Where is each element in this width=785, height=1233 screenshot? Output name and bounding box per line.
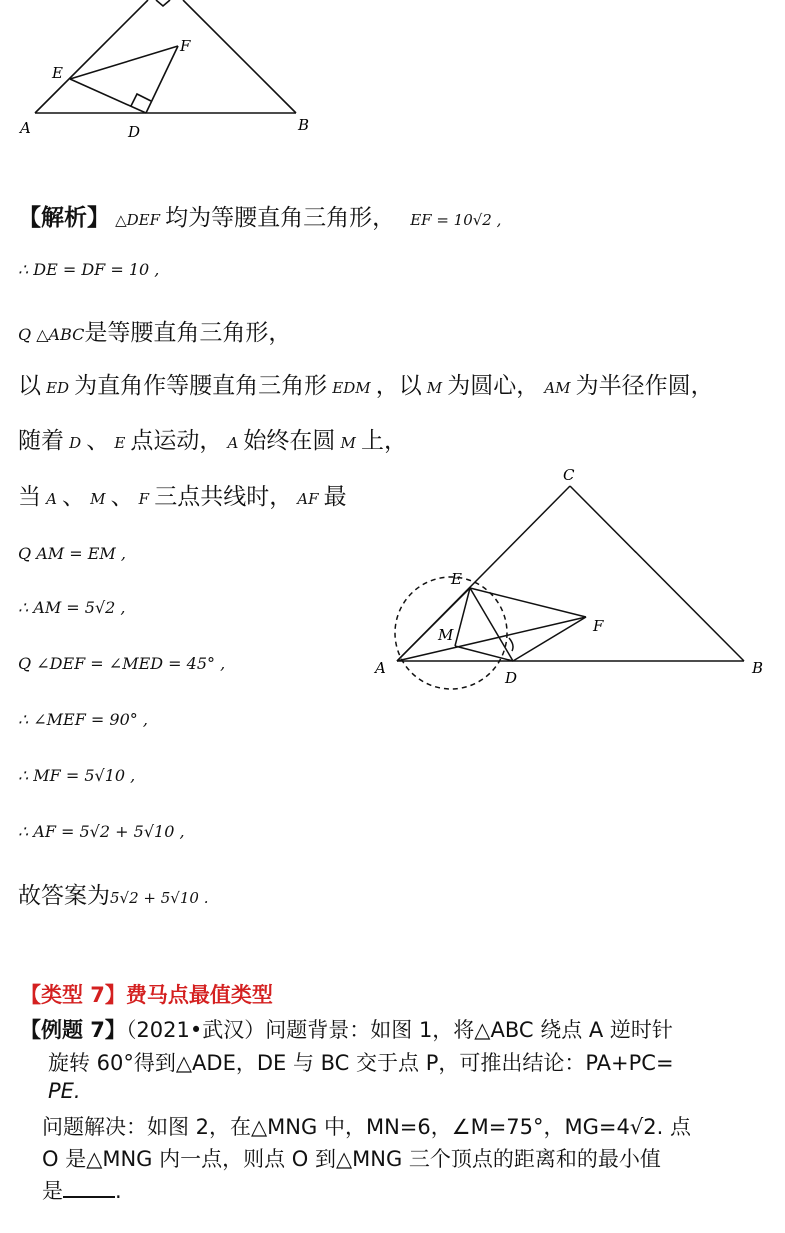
math: AM [544,379,571,397]
text: 上， [360,428,407,454]
text: 均为等腰直角三角形， [165,205,396,231]
fig1-right-angle-d [131,94,151,106]
fig2-segment-df [513,617,586,661]
fig1-label-b: B [298,116,310,134]
example-line-2: 旋转 60°得到△ADE，DE 与 BC 交于点 P，可推出结论：PA+PC= [48,1051,674,1075]
solution-line-11: ∴ MF = 5√10 , [18,766,136,785]
example-text-end: . [115,1179,122,1203]
math: M [426,379,443,397]
solution-heading: 【解析】 [18,205,110,231]
fig1-segment-df [146,46,178,113]
text: 始终在圆 [243,428,336,454]
solution-line-4 [18,367,714,400]
fig2-angle-mark-d [509,638,513,651]
figure-1 [0,0,340,145]
math-abc: Q △ABC [18,325,85,344]
fig2-segment-me [455,588,470,646]
solution-line-8: ∴ AM = 5√2 , [18,598,126,617]
fig1-segment-ed [70,79,146,113]
example-line-6 [42,1175,122,1205]
fig2-label-d: D [505,669,518,687]
text: 是等腰直角三角形， [84,320,292,346]
math-def: △DEF [115,211,161,229]
text: 随着 [18,428,64,454]
text: 当 [18,484,41,510]
math: ED [46,379,70,397]
solution-line-10: ∴ ∠MEF = 90° , [18,710,148,729]
fig1-side-ac [35,0,148,113]
text: 为半径作圆， [575,373,714,399]
text: 、 [62,484,86,510]
fig1-side-bc [183,0,296,113]
example-line-1 [20,1014,673,1044]
example-line-3: PE. [48,1079,81,1103]
text: ，以 [375,373,422,399]
math: AF [297,490,319,508]
math: E [114,434,126,452]
solution-line-3 [18,314,291,347]
math: M [340,434,356,452]
solution-line-9: Q ∠DEF = ∠MED = 45° , [18,654,226,673]
solution-line-5 [18,422,407,455]
text: 点运动， [130,428,223,454]
text: 为圆心， [447,373,540,399]
figure-2 [370,455,770,720]
example-line-5: O 是△MNG 内一点，则点 O 到△MNG 三个顶点的距离和的最小值 [42,1147,661,1171]
fig1-right-angle-top [156,0,170,6]
fig1-label-f: F [180,37,191,55]
math: EDM [332,379,371,397]
fig1-label-a: A [20,119,31,137]
fig1-label-d: D [128,123,141,141]
math: M [90,490,106,508]
solution-line-6 [18,478,347,511]
fig2-label-b: B [752,659,764,677]
math-ef: EF = 10√2 , [410,211,502,229]
text: 、 [110,484,134,510]
text: 以 [18,373,41,399]
fig2-label-c: C [563,466,575,484]
fig2-label-e: E [451,570,462,588]
example-label: 【例题 7】 [20,1018,126,1042]
solution-line-2: ∴ DE = DF = 10 , [18,260,160,279]
example-text: （2021•武汉）问题背景：如图 1，将△ABC 绕点 A 逆时针 [125,1018,673,1042]
fig2-segment-md [455,646,513,661]
fig2-segment-ae [397,588,470,661]
text: 三点共线时， [154,484,293,510]
answer-blank[interactable] [63,1176,115,1198]
text: 为直角作等腰直角三角形 [74,373,328,399]
fig2-segment-ef [470,588,586,617]
math: F [138,490,150,508]
type-heading: 【类型 7】费马点最值类型 [20,983,273,1007]
math: D [69,434,82,452]
math: 5√2 + 5√10 . [110,889,209,907]
fig2-label-a: A [375,659,386,677]
text: 最 [323,484,347,510]
solution-line-1 [18,199,501,232]
example-line-4: 问题解决：如图 2，在△MNG 中，MN=6，∠M=75°，MG=4√2. 点 [42,1115,691,1139]
text: 、 [86,428,110,454]
math: A [46,490,57,508]
fig2-label-m: M [438,626,454,644]
fig1-label-e: E [52,64,63,82]
solution-line-13 [18,877,208,910]
example-text: 是 [42,1179,63,1203]
fig2-label-f: F [593,617,604,635]
text: 故答案为 [18,883,110,909]
math: A [227,434,239,452]
solution-line-7: Q AM = EM , [18,544,126,563]
solution-line-12: ∴ AF = 5√2 + 5√10 , [18,822,185,841]
